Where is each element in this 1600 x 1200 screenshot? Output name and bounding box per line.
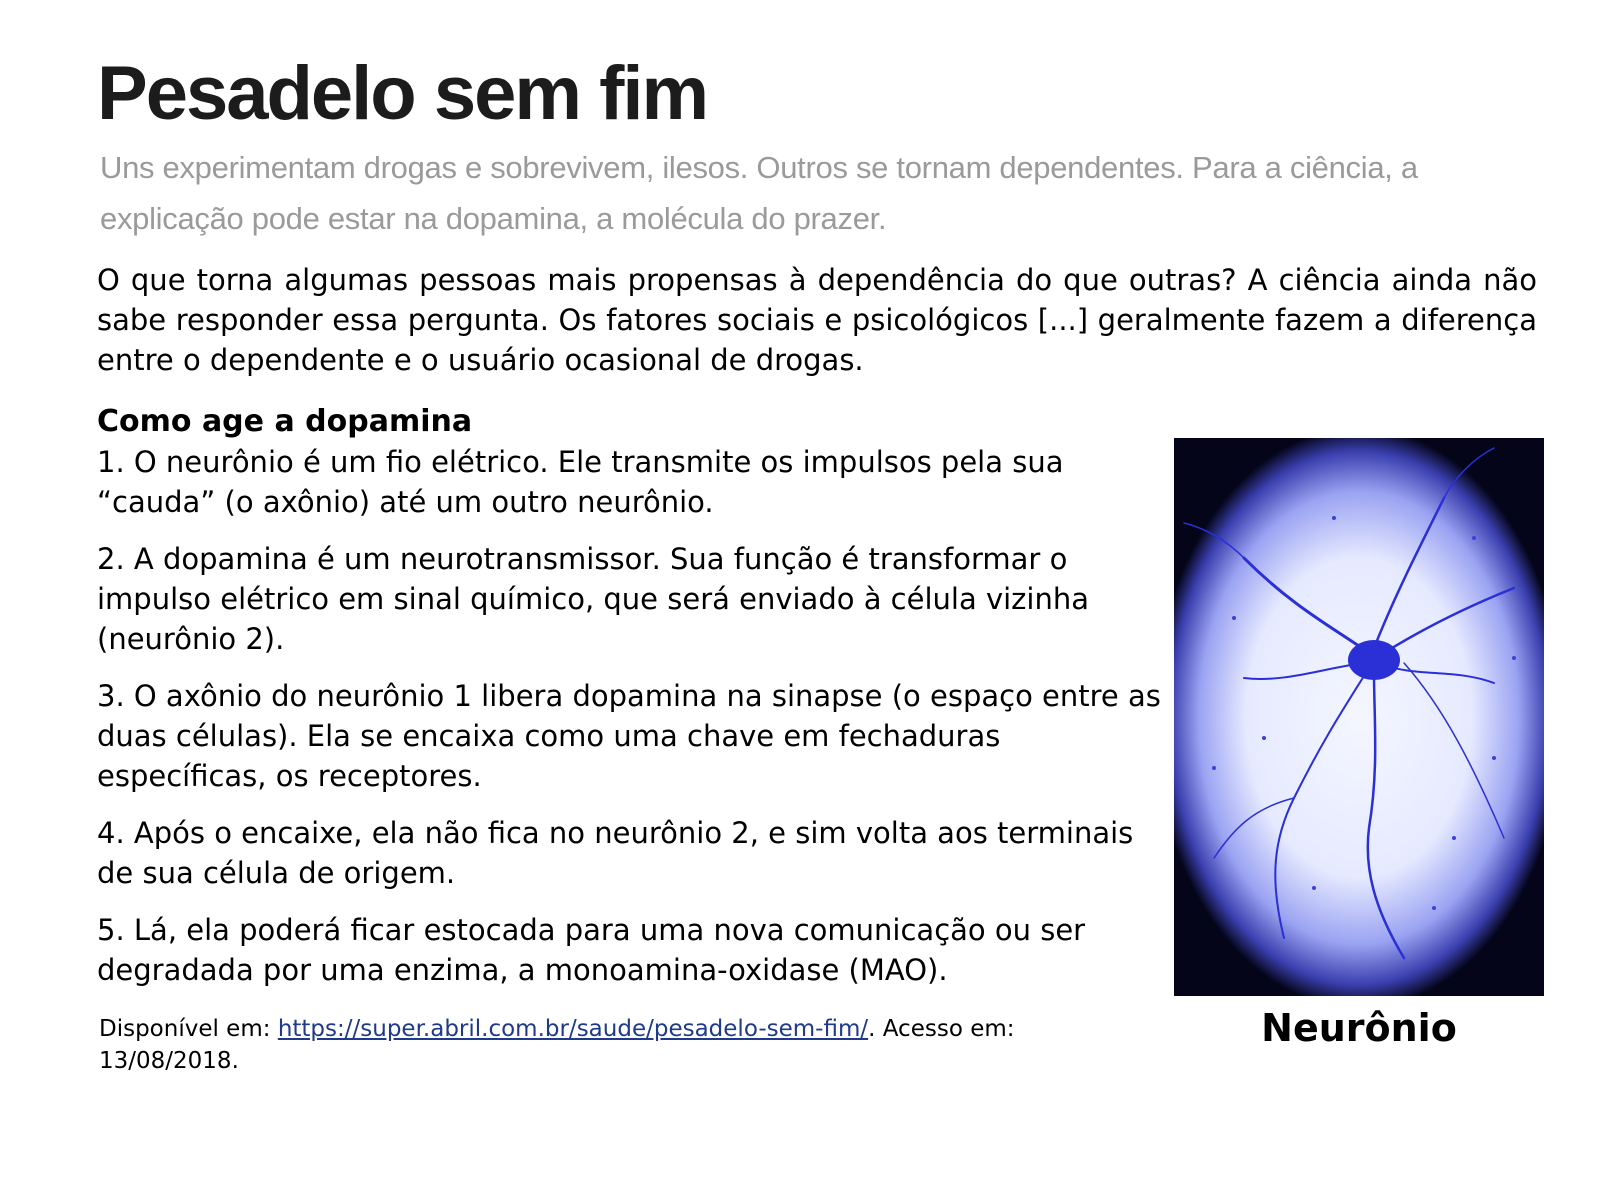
list-item: 4. Após o encaixe, ela não fica no neurônio 2, e sim volta aos terminais de sua célula de origem. [97,816,1134,890]
section-title: Como age a dopamina [97,404,473,439]
neuron-soma [1348,640,1400,680]
source-prefix: Disponível em: [99,1016,278,1042]
source-link[interactable]: https://super.abril.com.br/saude/pesadelo-sem-fim/ [277,1016,869,1042]
list-item: 1. O neurônio é um fio elétrico. Ele transmite os impulsos pela sua “cauda” (o axônio) até um outro neurônio. [97,445,1064,519]
list-item: 2. A dopamina é um neurotransmissor. Sua função é transformar o impulso elétrico em sinal químico, que será enviado à célula vizinha (neurônio 2). [97,542,1089,656]
list-item: 5. Lá, ela poderá ficar estocada para uma nova comunicação ou ser degradada por uma enzima, a monoamina-oxidase (MAO). [97,913,1086,987]
neuron-image [1174,438,1544,996]
list-item: 3. O axônio do neurônio 1 libera dopamina na sinapse (o espaço entre as duas células). Ela se encaixa como uma chave em fechaduras específicas, os receptores. [97,679,1161,793]
figure-caption: Neurônio [1261,1006,1457,1050]
page-title: Pesadelo sem fim [97,51,708,136]
steps-list [97,442,1167,1007]
page-subtitle: Uns experimentam drogas e sobrevivem, ilesos. Outros se tornam dependentes. Para a ciência, a explicação pode estar na dopamina, a molécula do prazer. [100,150,1418,236]
source-citation [99,1013,1159,1077]
intro-paragraph: O que torna algumas pessoas mais propensas à dependência do que outras? A ciência ainda não sabe responder essa pergunta. Os fatores sociais e psicológicos [...] geralmente fazem a diferença entre o dependente e o usuário ocasional de drogas. [97,263,1537,377]
neuron-micrograph [1174,438,1544,996]
source-suffix: . Acesso em: 13/08/2018. [99,1016,1015,1074]
